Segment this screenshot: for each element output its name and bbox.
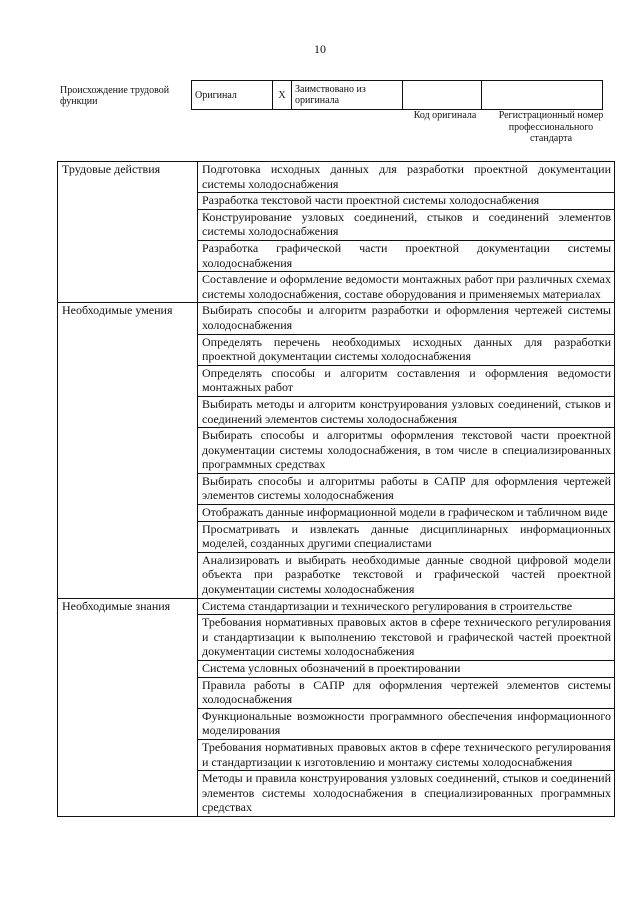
registration-number-label: Регистрационный номер профессионального стандарта bbox=[498, 110, 604, 144]
table-row bbox=[58, 303, 615, 334]
section-item: Анализировать и выбирать необходимые данные сводной цифровой модели объекта при разработке текстовой и графической частей проектной документации системы холодоснабжения bbox=[198, 552, 615, 598]
section-item: Функциональные возможности программного обеспечения информационного моделирования bbox=[198, 708, 615, 739]
section-item: Требования нормативных правовых актов в сфере технического регулирования и стандартизации к изготовлению и монтажу системы холодоснабжения bbox=[198, 739, 615, 770]
section-title: Необходимые умения bbox=[58, 303, 198, 598]
section-item: Разработка графической части проектной документации системы холодоснабжения bbox=[198, 240, 615, 271]
borrowed-label: Заимствовано из оригинала bbox=[292, 81, 403, 110]
page-number: 10 bbox=[314, 42, 326, 56]
section-item: Определять способы и алгоритм составления и оформления ведомости монтажных работ bbox=[198, 365, 615, 396]
origin-label: Происхождение трудовой функции bbox=[60, 85, 170, 107]
original-code-label: Код оригинала bbox=[413, 110, 477, 121]
section-item: Конструирование узловых соединений, стыков и соединений элементов системы холодоснабжения bbox=[198, 209, 615, 240]
origin-table bbox=[191, 80, 603, 110]
section-item: Требования нормативных правовых актов в сфере технического регулирования и стандартизации к выполнению текстовой и графической частей проектной документации системы холодоснабжения bbox=[198, 615, 615, 661]
section-item: Просматривать и извлекать данные дисциплинарных информационных моделей, созданных другими специалистами bbox=[198, 521, 615, 552]
registration-number-cell bbox=[482, 81, 603, 110]
section-title: Трудовые действия bbox=[58, 162, 198, 303]
table-row bbox=[58, 162, 615, 193]
section-title: Необходимые знания bbox=[58, 598, 198, 816]
function-details-table bbox=[57, 161, 615, 817]
section-item: Отображать данные информационной модели в графическом и табличном виде bbox=[198, 505, 615, 522]
section-item: Выбирать способы и алгоритмы оформления текстовой части проектной документации системы холодоснабжения, в том числе в специализированных программных средствах bbox=[198, 428, 615, 474]
section-item: Выбирать методы и алгоритм конструирования узловых соединений, стыков и соединений элементов системы холодоснабжения bbox=[198, 396, 615, 427]
section-item: Система стандартизации и технического регулирования в строительстве bbox=[198, 598, 615, 615]
original-code-cell bbox=[403, 81, 482, 110]
section-item: Выбирать способы и алгоритмы работы в САПР для оформления чертежей элементов системы холодоснабжения bbox=[198, 473, 615, 504]
original-mark: X bbox=[273, 81, 292, 110]
section-item: Выбирать способы и алгоритм разработки и оформления чертежей системы холодоснабжения bbox=[198, 303, 615, 334]
section-item: Правила работы в САПР для оформления чертежей элементов системы холодоснабжения bbox=[198, 677, 615, 708]
section-item: Методы и правила конструирования узловых соединений, стыков и соединений элементов системы холодоснабжения в специализированных программных средствах bbox=[198, 771, 615, 817]
original-label: Оригинал bbox=[192, 81, 273, 110]
section-item: Система условных обозначений в проектировании bbox=[198, 661, 615, 678]
section-item: Подготовка исходных данных для разработки проектной документации системы холодоснабжения bbox=[198, 162, 615, 193]
section-item: Разработка текстовой части проектной системы холодоснабжения bbox=[198, 193, 615, 210]
section-item: Составление и оформление ведомости монтажных работ при различных схемах системы холодоснабжения, составе оборудования и применяемых материалах bbox=[198, 272, 615, 303]
table-row bbox=[58, 598, 615, 615]
section-item: Определять перечень необходимых исходных данных для разработки проектной документации системы холодоснабжения bbox=[198, 334, 615, 365]
